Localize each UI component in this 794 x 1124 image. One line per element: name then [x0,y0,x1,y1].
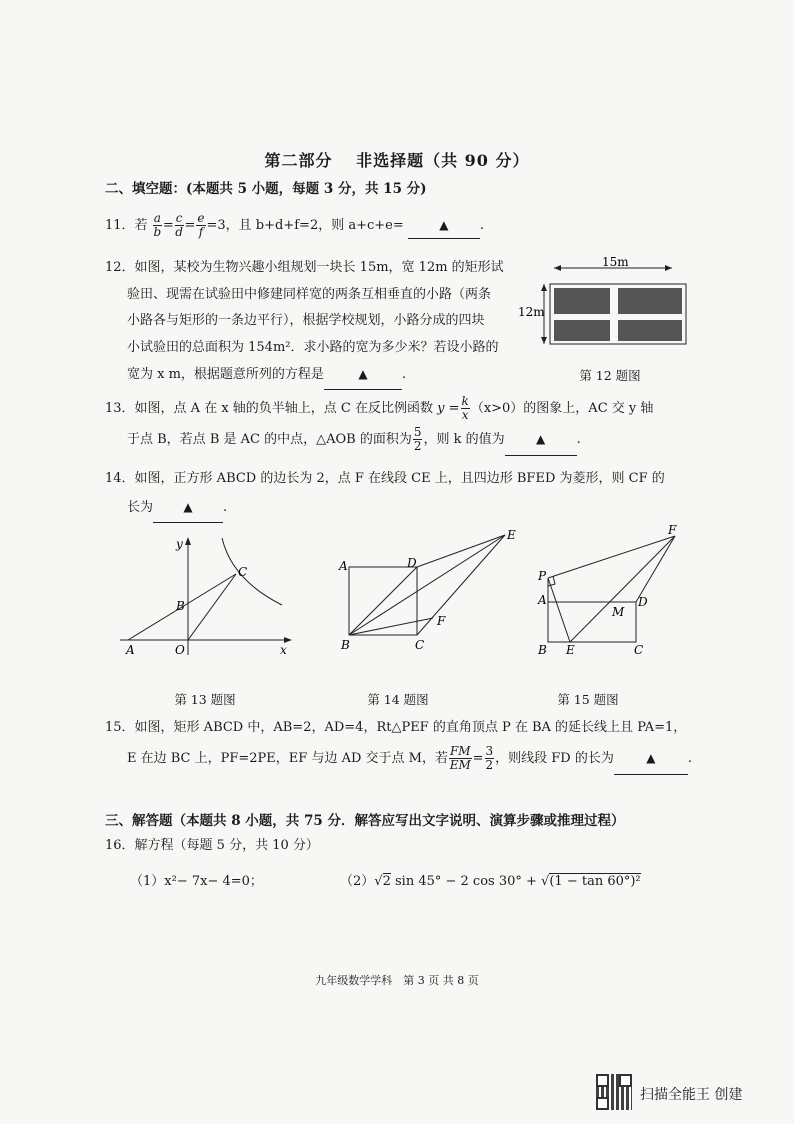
q12-line: 小路各与矩形的一条边平行），根据学校规划，小路分成的四块 [127,313,485,328]
fig14-label: F [437,614,446,628]
question-15 [105,713,692,775]
q12-figure [518,254,694,354]
q12-line: 12．如图，某校为生物兴趣小组规划一块长 15m，宽 12m 的矩形试 [105,260,504,275]
fig13-label: B [176,599,185,613]
fig13-label: C [238,565,248,579]
q12-width-label: 15m [602,255,629,269]
q11-number: 11． [105,218,135,233]
q11-frac-c-d: $\frac{c}{d}$ [175,211,183,239]
fig15-label: C [634,643,644,657]
q15-line: 15．如图，矩形 ABCD 中，AB=2，AD=4，Rt△PEF 的直角顶点 P 在 BA 的延长线上且 PA=1， [105,720,687,735]
fig15-label: A [538,593,547,607]
fig13-label: x [280,643,287,657]
q11-frac-e-f: $\frac{e}{f}$ [197,211,205,239]
q11-post: =3，且 b+d+f=2，则 a+c+e= [206,218,404,233]
q14-figure [335,525,525,660]
q11-pre: 若 [134,218,148,233]
question-11: 11．若 $\frac{a}{b}$ = $\frac{c}{d}$ = $\frac{e}{f}$ =3，且 b+d+f=2，则 a+c+e= ▲ . [105,211,485,239]
fig15-label: M [612,605,625,619]
fig13-label: A [126,643,135,657]
question-14 [105,465,665,523]
fig15-label: D [638,595,648,609]
fig15-label: F [668,523,677,537]
fig14-label: D [407,556,417,570]
triangle-icon: ▲ [646,751,656,765]
fig13-label: O [175,643,185,657]
q15-line: E 在边 BC 上，PF=2PE，EF 与边 AD 交于点 M，若 $\frac{FM}{EM}$ = $\frac{3}{2}$ ，则线段 FD 的长为 ▲ . [105,743,692,775]
section-heading-fill-in: 二、填空题：(本题共 5 小题，每题 3 分，共 15 分) [105,181,427,197]
fig15-label: B [538,643,547,657]
question-13 [105,394,653,456]
scanner-watermark: 扫描全能王 创建 [640,1087,743,1103]
q14-line: 长为 ▲ . [105,493,665,523]
q16-part1: （1）x²− 7x− 4=0； [130,874,263,889]
page-title: 第二部分 非选择题（共 90 分） [264,151,530,170]
question-12 [105,255,515,390]
q15-answer-blank[interactable] [614,743,688,775]
triangle-icon: ▲ [358,367,368,381]
q12-caption: 第 12 题图 [579,368,641,383]
q13-line: 于点 B，若点 B 是 AC 的中点，△AOB 的面积为 $\frac{5}{2}$ ，则 k 的值为 ▲ . [105,424,653,456]
q12-line: 小试验田的总面积为 154m²．求小路的宽为多少米？若设小路的 [127,339,499,355]
q13-caption: 第 13 题图 [174,692,236,707]
triangle-icon: ▲ [439,218,449,232]
q14-line: 14．如图，正方形 ABCD 的边长为 2，点 F 在线段 CE 上，且四边形 BFED 为菱形，则 CF 的 [105,471,665,486]
qr-code-icon [596,1074,632,1110]
fig14-label: A [339,559,348,573]
fig14-label: E [507,528,516,542]
q16-part2: （2）√2 sin 45° − 2 cos 30° + √(1 − tan 60°)² [340,874,641,889]
fig15-label: P [538,569,547,583]
fig14-label: C [415,638,425,652]
q12-line: 宽为 x m，根据题意所列的方程是 ▲ . [105,361,515,390]
q15-figure [530,520,700,660]
fig13-label: y [176,537,183,551]
q13-answer-blank[interactable] [505,424,577,456]
q11-end: . [479,218,485,233]
q11-frac-a-b: $\frac{a}{b}$ [153,211,162,239]
page-footer: 九年级数学学科 第 3 页 共 8 页 [315,974,479,987]
fig15-label: E [566,643,575,657]
triangle-icon: ▲ [536,432,546,446]
q15-caption: 第 15 题图 [557,692,619,707]
q12-line: 验田、现需在试验田中修建同样宽的两条互相垂直的小路（两条 [127,286,492,302]
q14-caption: 第 14 题图 [367,692,429,707]
q11-answer-blank[interactable] [408,213,480,239]
q12-answer-blank[interactable] [324,361,402,390]
q14-answer-blank[interactable] [153,493,223,523]
q13-line: 13．如图，点 A 在 x 轴的负半轴上，点 C 在反比例函数 y = $\frac{k}{x}$ （x>0）的图象上，AC 交 y 轴 [105,394,654,422]
q12-height-label: 12m [518,305,545,319]
section-heading-solve: 三、解答题（本题共 8 小题，共 75 分．解答应写出文字说明、演算步骤或推理过程） [105,813,625,829]
q13-figure [112,530,302,660]
triangle-icon: ▲ [183,500,193,514]
fig14-label: B [341,638,350,652]
q16-title: 16．解方程（每题 5 分，共 10 分） [105,838,319,853]
